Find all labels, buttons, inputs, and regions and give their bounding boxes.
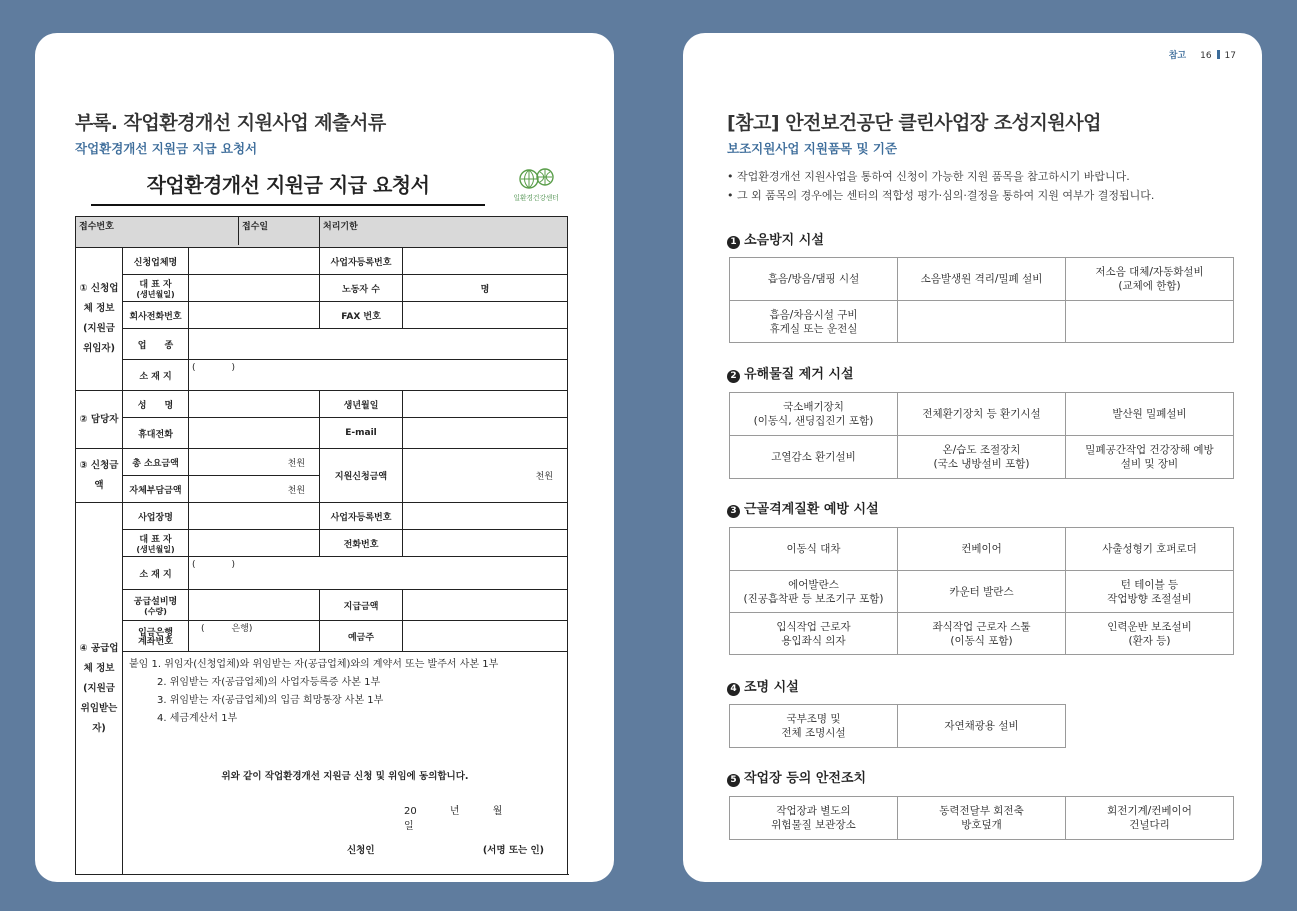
page-divider — [1217, 50, 1220, 59]
company-phone-label: 회사전화번호 — [123, 302, 189, 329]
number-3-icon: 3 — [727, 505, 740, 518]
date-row — [129, 802, 561, 832]
consent-text: 위와 같이 작업환경개선 지원금 신청 및 위임에 동의합니다. — [221, 771, 469, 782]
workplace-name-label: 사업장명 — [123, 503, 189, 530]
section5-title: 5 작업장 등의 안전조치 — [727, 767, 866, 787]
grid-cell: 인력운반 보조설비 (환자 등) — [1066, 613, 1234, 655]
support-amount-label: 지원신청금액 — [320, 449, 403, 503]
grid-cell: 밀폐공간작업 건강장해 예방 설비 및 장비 — [1066, 436, 1234, 479]
fax-label: FAX 번호 — [320, 302, 403, 329]
phone-value[interactable] — [403, 530, 568, 557]
grid-cell: 흡음/차음시설 구비 휴게실 또는 운전실 — [730, 301, 898, 343]
self-pay-value[interactable]: 천원 — [189, 476, 320, 503]
representative-value[interactable] — [189, 275, 320, 302]
industry-label: 업 종 — [123, 329, 189, 360]
company-name-label: 신청업체명 — [123, 248, 189, 275]
grid-cell: 카운터 발란스 — [898, 571, 1066, 613]
section5-table — [729, 796, 1234, 840]
grid-cell: 저소음 대체/자동화설비 (교체에 한함) — [1066, 258, 1234, 301]
address2-label: 소 재 지 — [123, 557, 189, 590]
group1-label: ① 신청업체 정보 (지원금 위임자) — [76, 248, 123, 391]
receipt-date-label: 접수일 — [242, 222, 269, 232]
bullet-1: • 작업환경개선 지원사업을 통하여 신청이 가능한 지원 품목을 참고하시기 바랍니다. — [727, 170, 1130, 183]
form-title: 작업환경개선 지원금 지급 요청서 — [146, 173, 430, 197]
birth2-label: (생년월일) — [136, 545, 175, 554]
section2-table — [729, 392, 1234, 479]
month-label: 월 — [492, 806, 503, 817]
grid-cell: 자연채광용 설비 — [898, 705, 1066, 748]
depositor-label: 예금주 — [320, 621, 403, 652]
attachments-box — [123, 652, 568, 875]
representative2-value[interactable] — [189, 530, 320, 557]
year-label: 년 — [449, 806, 460, 817]
page-number — [1169, 48, 1236, 61]
grid-cell: 동력전달부 회전축 방호덮개 — [898, 797, 1066, 840]
equipment-label: 공급설비명 — [133, 597, 178, 607]
account-label: 계좌번호 — [138, 637, 173, 647]
support-amount-value[interactable]: 천원 — [403, 449, 568, 503]
grid-cell: 흡음/방음/댐핑 시설 — [730, 258, 898, 301]
equipment-value[interactable] — [189, 590, 320, 621]
form-title-box — [91, 170, 485, 206]
grid-cell — [898, 301, 1066, 343]
left-page — [35, 33, 614, 882]
leaf-globe-icon — [505, 165, 567, 195]
group2-label: ② 담당자 — [76, 391, 123, 449]
deadline-label: 처리기한 — [320, 217, 568, 248]
request-form-table — [75, 216, 568, 875]
birth-label: (생년월일) — [136, 290, 175, 299]
number-5-icon: 5 — [727, 774, 740, 787]
quantity-label: (수량) — [144, 607, 167, 616]
attachment-1: 붙임 1. 위임자(신청업체)와 위임받는 자(공급업체)와의 계약서 또는 발주서 사본 1부 — [129, 659, 499, 670]
industry-value[interactable] — [189, 329, 568, 360]
attachment-3: 3. 위임받는 자(공급업체)의 입금 희망통장 사본 1부 — [157, 695, 384, 706]
grid-cell: 국부조명 및 전체 조명시설 — [730, 705, 898, 748]
grid-cell: 입식작업 근로자 용입좌식 의자 — [730, 613, 898, 655]
page-title: 부록. 작업환경개선 지원사업 제출서류 — [75, 112, 386, 134]
section3-title: 3 근골격계질환 예방 시설 — [727, 498, 879, 518]
sign-note: (서명 또는 인) — [482, 845, 545, 856]
email-label: E-mail — [320, 418, 403, 449]
section4-title: 4 조명 시설 — [727, 676, 799, 696]
attachment-4: 4. 세금계산서 1부 — [157, 713, 238, 724]
biz-reg-no2-value[interactable] — [403, 503, 568, 530]
biz-reg-no-label: 사업자등록번호 — [320, 248, 403, 275]
mobile-value[interactable] — [189, 418, 320, 449]
applicant-label: 신청인 — [347, 845, 375, 856]
fax-value[interactable] — [403, 302, 568, 329]
page-subtitle: 작업환경개선 지원금 지급 요청서 — [75, 141, 258, 156]
address2-value[interactable]: ( ) — [189, 557, 568, 590]
number-2-icon: 2 — [727, 370, 740, 383]
name-label: 성 명 — [123, 391, 189, 418]
biz-reg-no-value[interactable] — [403, 248, 568, 275]
bullet-2: • 그 외 품목의 경우에는 센터의 적합성 평가·심의·결정을 통하여 지원 여부가 결정됩니다. — [727, 189, 1155, 202]
section1-title: 1 소음방지 시설 — [727, 229, 824, 249]
grid-cell: 온/습도 조절장치 (국소 냉방설비 포함) — [898, 436, 1066, 479]
grid-cell: 좌식작업 근로자 스툴 (이동식 포함) — [898, 613, 1066, 655]
year-prefix: 20 — [404, 806, 417, 817]
birthdate-label: 생년월일 — [320, 391, 403, 418]
grid-cell: 컨베이어 — [898, 528, 1066, 571]
address-value[interactable]: ( ) — [189, 360, 568, 391]
company-phone-value[interactable] — [189, 302, 320, 329]
grid-cell: 고열감소 환기설비 — [730, 436, 898, 479]
intro-bullets — [727, 167, 1154, 205]
center-logo — [505, 165, 567, 205]
grid-cell: 소음발생원 격리/밀폐 설비 — [898, 258, 1066, 301]
grid-cell: 국소배기장치 (이동식, 샌딩집진기 포함) — [730, 393, 898, 436]
name-value[interactable] — [189, 391, 320, 418]
grid-cell: 에어발란스 (진공흡착판 등 보조기구 포함) — [730, 571, 898, 613]
section2-title: 2 유해물질 제거 시설 — [727, 363, 854, 383]
page-right-num: 17 — [1224, 51, 1236, 61]
logo-text: 일환경건강센터 — [513, 194, 559, 202]
grid-cell: 회전기계/컨베이어 건널다리 — [1066, 797, 1234, 840]
right-page — [683, 33, 1262, 882]
birthdate-value[interactable] — [403, 391, 568, 418]
address-label: 소 재 지 — [123, 360, 189, 391]
grid-cell: 전체환기장치 등 환기시설 — [898, 393, 1066, 436]
representative-label: 대 표 자 — [139, 280, 172, 290]
section3-table — [729, 527, 1234, 655]
self-pay-label: 자체부담금액 — [123, 476, 189, 503]
page-left-num: 16 — [1200, 51, 1212, 61]
workers-label: 노동자 수 — [320, 275, 403, 302]
attachment-2: 2. 위임받는 자(공급업체)의 사업자등록증 사본 1부 — [157, 677, 381, 688]
total-cost-value[interactable]: 천원 — [189, 449, 320, 476]
pay-amount-label: 지급금액 — [320, 590, 403, 621]
bank-value[interactable]: ( 은행) — [189, 621, 320, 652]
total-cost-label: 총 소요금액 — [123, 449, 189, 476]
phone-label: 전화번호 — [320, 530, 403, 557]
mobile-label: 휴대전화 — [123, 418, 189, 449]
company-name-value[interactable] — [189, 248, 320, 275]
grid-cell: 턴 테이블 등 작업방향 조절설비 — [1066, 571, 1234, 613]
grid-cell: 작업장과 별도의 위험물질 보관장소 — [730, 797, 898, 840]
group3-label: ③ 신청금액 — [76, 449, 123, 503]
representative2-label: 대 표 자 — [139, 535, 172, 545]
pay-amount-value[interactable] — [403, 590, 568, 621]
workers-unit[interactable]: 명 — [403, 275, 568, 302]
section1-table — [729, 257, 1234, 343]
page-title: [참고] 안전보건공단 클린사업장 조성지원사업 — [727, 112, 1101, 134]
number-4-icon: 4 — [727, 683, 740, 696]
group4-label: ④ 공급업체 정보 (지원금 위임받는 자) — [76, 503, 123, 875]
grid-cell: 사출성형기 호퍼로더 — [1066, 528, 1234, 571]
depositor-value[interactable] — [403, 621, 568, 652]
workplace-name-value[interactable] — [189, 503, 320, 530]
section4-table — [729, 704, 1066, 748]
receipt-no-label: 접수번호 — [76, 217, 239, 245]
bank-label: 입금은행 — [138, 628, 173, 638]
number-1-icon: 1 — [727, 236, 740, 249]
grid-cell: 발산원 밀폐설비 — [1066, 393, 1234, 436]
page-subtitle: 보조지원사업 지원품목 및 기준 — [727, 141, 898, 156]
grid-cell — [1066, 301, 1234, 343]
day-label: 일 — [404, 821, 414, 832]
biz-reg-no2-label: 사업자등록번호 — [320, 503, 403, 530]
email-value[interactable] — [403, 418, 568, 449]
page-ref: 참고 — [1168, 51, 1187, 61]
sign-row — [129, 842, 561, 870]
grid-cell: 이동식 대차 — [730, 528, 898, 571]
